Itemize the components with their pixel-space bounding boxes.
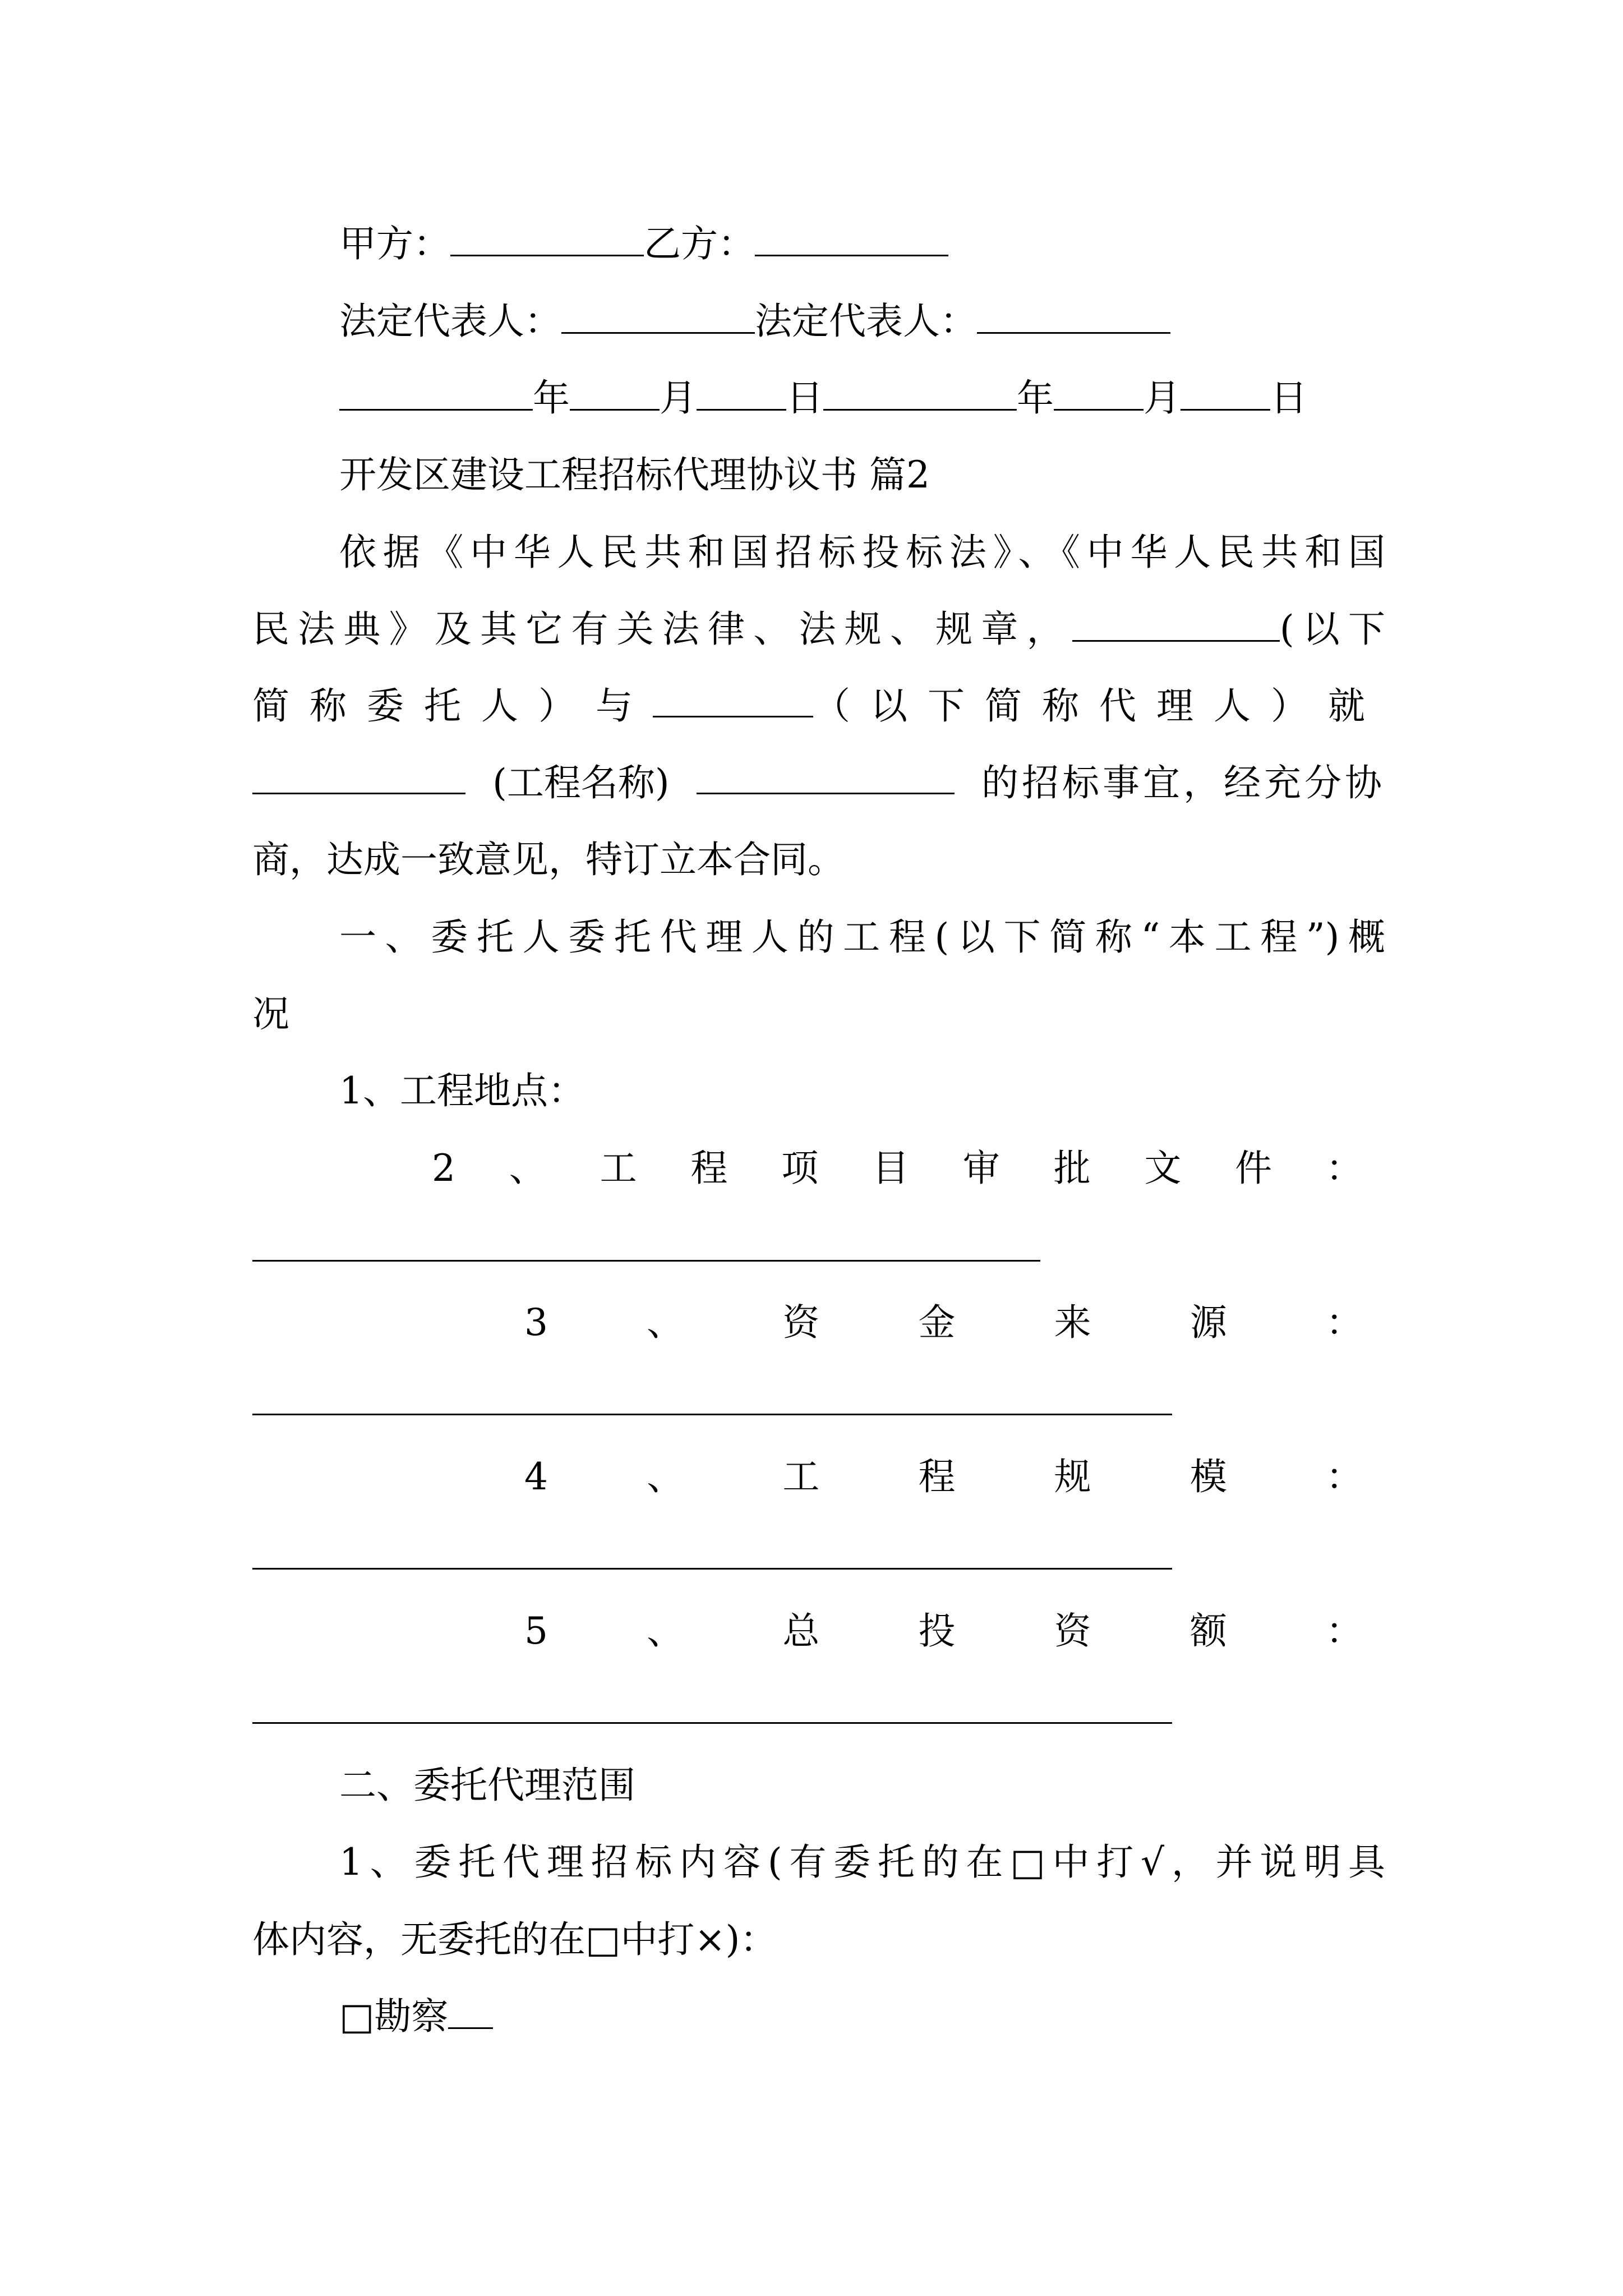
day-a-blank: [697, 374, 786, 411]
signature-date-line: [339, 373, 1385, 424]
part1-item-3: [524, 1297, 1363, 1348]
item3-char: 金: [918, 1301, 956, 1344]
item4-answer-line: [252, 1568, 1172, 1570]
legal-rep-a-blank: [561, 297, 755, 334]
item2-char: 工: [600, 1147, 637, 1190]
item5-char: 总: [782, 1609, 820, 1653]
item2-char: 2: [432, 1147, 455, 1190]
day-a-label: 日: [786, 376, 823, 420]
part1-item-5: [524, 1606, 1363, 1657]
year-a-blank: [339, 374, 533, 411]
item2-answer-line: [252, 1260, 1040, 1262]
intro-line-5: 商，达成一致意见，特订立本合同。: [252, 838, 845, 881]
item5-char: 、: [647, 1609, 684, 1653]
item3-char: 源: [1189, 1301, 1227, 1344]
part1-heading-line-2: 况: [252, 992, 289, 1036]
month-a-label: 月: [660, 376, 697, 420]
party-a-label: 甲方：: [339, 222, 450, 265]
party-b-blank: [755, 220, 948, 256]
legal-rep-a-label: 法定代表人：: [339, 300, 561, 343]
project-name-label: (工程名称): [492, 761, 670, 804]
item2-char: ：: [1325, 1147, 1363, 1190]
item5-answer-line: [252, 1722, 1172, 1724]
item4-char: 4: [524, 1455, 548, 1498]
item3-char: ：: [1325, 1301, 1363, 1344]
day-b-label: 日: [1270, 376, 1307, 420]
intro-line-1: 依据《中华人民共和国招标投标法》、《中华人民共和国: [339, 531, 1385, 574]
item4-char: 模: [1189, 1455, 1227, 1498]
survey-line: [339, 1991, 1385, 2042]
item5-char: ：: [1325, 1609, 1363, 1653]
item5-char: 5: [524, 1609, 548, 1653]
intro-line-3-end: （以下简称代理人）就: [813, 684, 1385, 728]
part1-item-2: [432, 1143, 1363, 1194]
legal-rep-b-label: 法定代表人：: [755, 300, 977, 343]
month-b-label: 月: [1144, 376, 1181, 420]
item4-char: ：: [1325, 1455, 1363, 1498]
item3-answer-line: [252, 1414, 1172, 1415]
month-b-blank: [1054, 374, 1144, 411]
project-detail-blank: [697, 758, 955, 794]
item2-char: 程: [690, 1147, 728, 1190]
day-b-blank: [1181, 374, 1270, 411]
item2-char: 、: [509, 1147, 546, 1190]
item3-char: 3: [524, 1301, 548, 1344]
item2-char: 批: [1053, 1147, 1091, 1190]
year-b-label: 年: [1017, 376, 1054, 420]
intro-line-3-text: 简称委托人）与: [252, 684, 653, 728]
signature-party-line: [339, 219, 1385, 269]
intro-line-4-end: 的招标事宜，经充分协: [981, 761, 1385, 804]
party-a-blank: [450, 220, 644, 256]
survey-blank: [448, 1993, 493, 2029]
part1-heading-line-1: 一、委托人委托代理人的工程(以下简称“本工程”)概: [339, 915, 1385, 959]
intro-line-4: [252, 758, 1385, 808]
item4-char: 工: [782, 1455, 820, 1498]
part2-heading: 二、委托代理范围: [339, 1764, 635, 1807]
item2-char: 文: [1144, 1147, 1182, 1190]
project-name-blank: [252, 758, 465, 794]
item5-char: 资: [1054, 1609, 1091, 1653]
item3-char: 资: [782, 1301, 820, 1344]
item3-char: 、: [647, 1301, 684, 1344]
item2-char: 项: [781, 1147, 819, 1190]
part1-item-1: 1、工程地点：: [339, 1069, 585, 1112]
part2-item-1-line-2: 体内容，无委托的在□中打×)：: [252, 1918, 777, 1961]
item2-char: 件: [1235, 1147, 1272, 1190]
principal-name-blank: [1072, 605, 1280, 642]
item2-char: 目: [872, 1147, 909, 1190]
month-a-blank: [570, 374, 660, 411]
survey-label: □勘察: [339, 1995, 449, 2038]
year-b-blank: [823, 374, 1017, 411]
intro-line-2: [252, 604, 1385, 655]
item4-char: 程: [918, 1455, 956, 1498]
part1-item-4: [524, 1452, 1363, 1502]
signature-rep-line: [339, 296, 1385, 347]
part2-item-1-line-1: 1、委托代理招标内容(有委托的在□中打√，并说明具: [339, 1841, 1385, 1884]
agent-name-blank: [653, 681, 813, 717]
item4-char: 、: [647, 1455, 684, 1498]
item5-char: 额: [1189, 1609, 1227, 1653]
item2-char: 审: [962, 1147, 1000, 1190]
section-title: 开发区建设工程招标代理协议书 篇2: [339, 453, 930, 496]
party-b-label: 乙方：: [644, 222, 755, 265]
intro-line-2-end: (以下: [1279, 608, 1386, 651]
intro-line-3: [252, 681, 1385, 731]
item5-char: 投: [918, 1609, 956, 1653]
intro-line-2-text: 民法典》及其它有关法律、法规、规章，: [252, 608, 1072, 651]
item3-char: 来: [1054, 1301, 1091, 1344]
legal-rep-b-blank: [977, 297, 1170, 334]
item4-char: 规: [1054, 1455, 1091, 1498]
year-a-label: 年: [533, 376, 570, 420]
